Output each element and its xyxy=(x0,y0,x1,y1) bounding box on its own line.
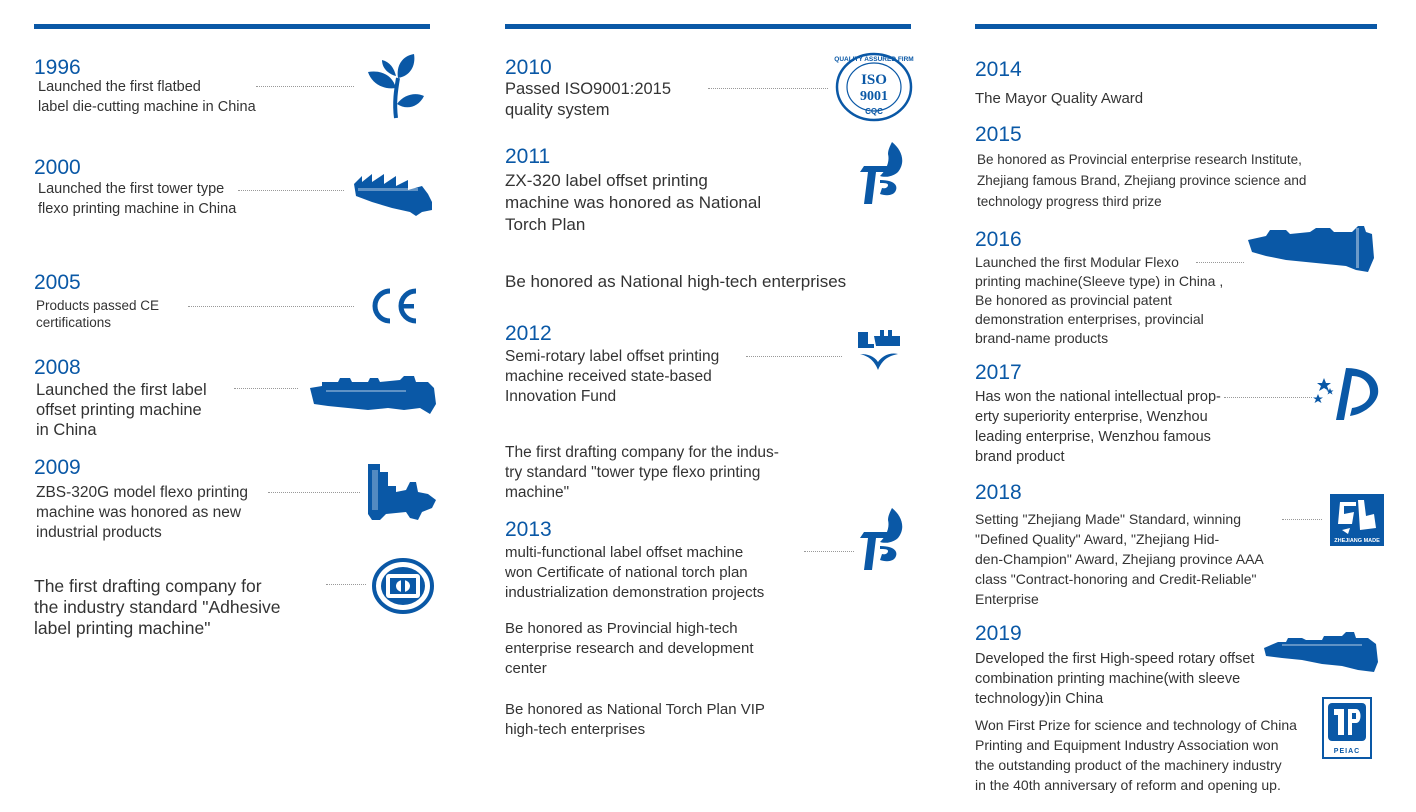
rotary-offset-machine-icon xyxy=(1262,630,1380,676)
peiac-logo-icon xyxy=(1322,697,1372,759)
peiac-logo-text: PEIAC xyxy=(1333,748,1361,755)
milestone-text: Won First Prize for science and technology of China Printing and Equipment Industry Association won the outstanding product of the machinery industry in the 40th anniversary of reform and opening up. xyxy=(975,717,1297,793)
leader-line xyxy=(746,356,842,357)
year-label: 2013 xyxy=(505,518,552,541)
year-label: 2000 xyxy=(34,156,81,179)
milestone-text: Launched the first label offset printing machine in China xyxy=(36,381,207,439)
milestone-text: Has won the national intellectual prop- erty superiority enterprise, Wenzhou leading enterprise, Wenzhou famous brand product xyxy=(975,389,1221,465)
milestone-text: Launched the first flatbed label die-cutting machine in China xyxy=(38,79,256,115)
milestone-text: Be honored as National Torch Plan VIP high-tech enterprises xyxy=(505,701,765,738)
year-label: 2017 xyxy=(975,361,1022,384)
year-label: 2014 xyxy=(975,58,1022,81)
year-label: 2015 xyxy=(975,123,1022,146)
torch-plan-icon xyxy=(858,506,906,572)
leader-line xyxy=(708,88,828,89)
leader-line xyxy=(804,551,854,552)
leader-line xyxy=(326,584,366,585)
milestone-text: Developed the first High-speed rotary offset combination printing machine(with sleeve technology)in China xyxy=(975,651,1255,707)
seal-ring-text: QUALITY ASSURED FIRM xyxy=(834,56,914,63)
milestone-text: Launched the first Modular Flexo printing machine(Sleeve type) in China , Be honored as provincial patent demonstration enterprises, provincial brand-name products xyxy=(975,254,1224,346)
leader-line xyxy=(238,190,344,191)
modular-flexo-machine-icon xyxy=(1246,222,1376,276)
offset-machine-icon xyxy=(308,374,438,416)
seal-number-text: 9001 xyxy=(860,89,888,104)
torch-plan-icon xyxy=(858,140,906,206)
leader-line xyxy=(1196,262,1244,263)
milestone-text: ZX-320 label offset printing machine was honored as National Torch Plan xyxy=(505,171,762,234)
milestone-text: Passed ISO9001:2015 quality system xyxy=(505,80,672,119)
milestone-text: Launched the first tower type flexo printing machine in China xyxy=(38,181,237,217)
year-label: 2018 xyxy=(975,481,1022,504)
year-label: 2008 xyxy=(34,356,81,379)
leader-line xyxy=(1224,397,1312,398)
year-label: 2019 xyxy=(975,622,1022,645)
seal-iso-text: ISO xyxy=(861,72,887,88)
year-label: 2016 xyxy=(975,228,1022,251)
leader-line xyxy=(1282,519,1322,520)
ce-mark-icon xyxy=(370,286,420,326)
year-label: 2005 xyxy=(34,271,81,294)
milestone-text: Be honored as Provincial high-tech enterprise research and development center xyxy=(505,620,754,677)
column-3-divider xyxy=(975,24,1377,29)
milestone-text: Be honored as Provincial enterprise research Institute, Zhejiang famous Brand, Zhejiang province science and technology progress third prize xyxy=(977,152,1307,209)
zhejiang-made-icon xyxy=(1330,494,1384,546)
standard-badge-icon xyxy=(372,558,434,614)
year-label: 2010 xyxy=(505,56,552,79)
tower-flexo-machine-icon xyxy=(352,172,436,216)
year-label: 1996 xyxy=(34,56,81,79)
leader-line xyxy=(234,388,298,389)
milestone-text: The Mayor Quality Award xyxy=(975,90,1144,107)
leader-line xyxy=(188,306,354,307)
innovation-fund-icon xyxy=(854,326,904,372)
zhejiang-made-caption: ZHEJIANG MADE xyxy=(1334,538,1380,544)
iso-9001-seal-icon xyxy=(834,52,914,122)
column-1-divider xyxy=(34,24,430,29)
year-label: 2009 xyxy=(34,456,81,479)
milestone-text: Products passed CE certifications xyxy=(36,298,160,330)
sprout-icon xyxy=(366,52,426,120)
year-label: 2011 xyxy=(505,145,551,168)
column-2-divider xyxy=(505,24,911,29)
leader-line xyxy=(256,86,354,87)
milestone-text: Semi-rotary label offset printing machine received state-based Innovation Fund xyxy=(505,348,720,405)
milestone-text: multi-functional label offset machine won Certificate of national torch plan industrialization demonstration projects xyxy=(505,544,765,601)
milestone-text: ZBS-320G model flexo printing machine was honored as new industrial products xyxy=(36,484,248,541)
year-label: 2012 xyxy=(505,322,552,345)
milestone-text: Setting "Zhejiang Made" Standard, winning "Defined Quality" Award, "Zhejiang Hid- den-Champion" Award, Zhejiang province AAA class "Contract-honoring and Credit-Reliable" Enterprise xyxy=(975,511,1264,607)
seal-cqc-text: CQC xyxy=(865,107,883,116)
leader-line xyxy=(268,492,360,493)
milestone-text: Be honored as National high-tech enterprises xyxy=(505,272,847,291)
flexo-machine-icon xyxy=(366,462,438,522)
milestone-text: The first drafting company for the industry standard "Adhesive label printing machine" xyxy=(34,576,281,638)
milestone-text: The first drafting company for the indus- try standard "tower type flexo printing machine" xyxy=(505,444,779,501)
ip-superiority-icon xyxy=(1312,360,1386,422)
